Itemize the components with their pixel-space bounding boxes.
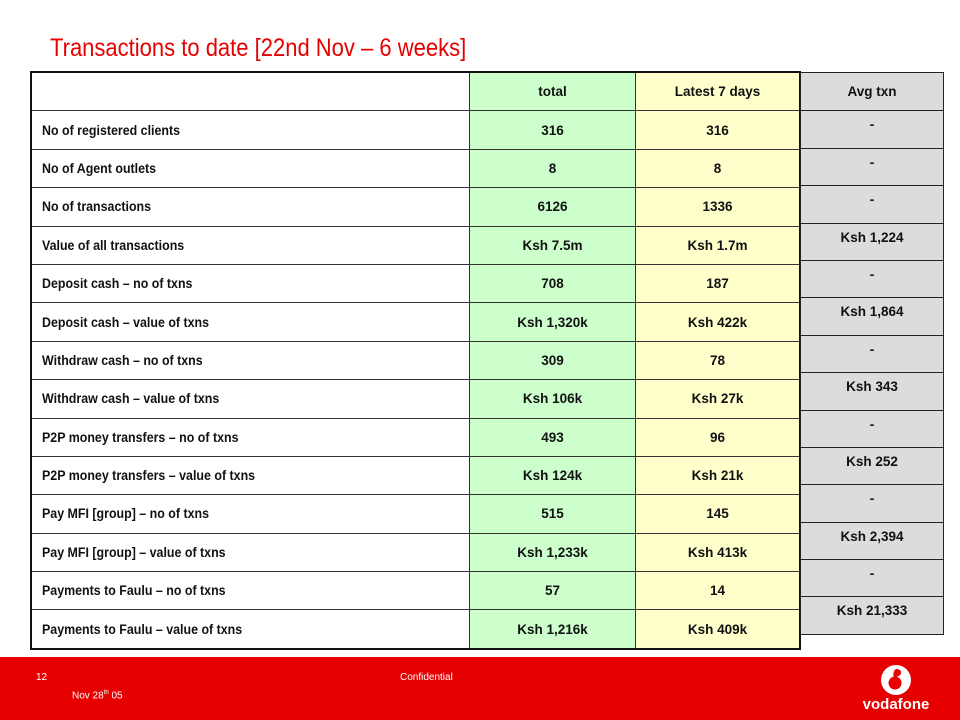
row-label-text: Payments to Faulu – value of txns — [42, 621, 243, 637]
avg-txn-value: Ksh 252 — [801, 447, 944, 484]
row-label-text: Value of all transactions — [42, 237, 185, 253]
avg-txn-value: Ksh 343 — [801, 373, 944, 410]
total-value: 708 — [470, 264, 636, 302]
latest-7-days-value: 14 — [636, 572, 801, 610]
date-suffix: 05 — [108, 690, 123, 702]
table-row — [31, 418, 800, 456]
table-row — [31, 456, 800, 494]
confidential-label: Confidential — [400, 672, 453, 683]
avg-row — [801, 186, 944, 223]
avg-txn-value: - — [801, 410, 944, 447]
avg-row — [801, 148, 944, 185]
latest-7-days-value: Ksh 413k — [636, 533, 801, 571]
avg-txn-value: Ksh 1,224 — [801, 223, 944, 260]
avg-txn-value: - — [801, 186, 944, 223]
row-label — [31, 456, 470, 494]
vodafone-logo — [841, 664, 951, 716]
header-label-cell — [31, 72, 470, 111]
avg-row — [801, 335, 944, 372]
row-label-text: Withdraw cash – value of txns — [42, 391, 220, 407]
avg-row — [801, 260, 944, 297]
avg-row — [801, 522, 944, 559]
latest-7-days-value: Ksh 27k — [636, 380, 801, 418]
avg-header-row — [801, 73, 944, 111]
total-value: 515 — [470, 495, 636, 533]
total-value: 309 — [470, 341, 636, 379]
row-label-text: Pay MFI [group] – no of txns — [42, 506, 209, 522]
table-row — [31, 572, 800, 610]
avg-txn-value: - — [801, 111, 944, 148]
header-total: total — [470, 72, 636, 111]
total-value: 493 — [470, 418, 636, 456]
date-prefix: Nov 28 — [72, 690, 104, 702]
latest-7-days-value: 78 — [636, 341, 801, 379]
row-label — [31, 418, 470, 456]
avg-row — [801, 298, 944, 335]
row-label — [31, 188, 470, 226]
header-avg-txn: Avg txn — [801, 73, 944, 111]
table-header-row — [31, 72, 800, 111]
table-row — [31, 111, 800, 149]
avg-txn-value: - — [801, 148, 944, 185]
row-label-text: Withdraw cash – no of txns — [42, 352, 203, 368]
avg-row — [801, 373, 944, 410]
avg-row — [801, 223, 944, 260]
avg-txn-value: - — [801, 260, 944, 297]
row-label — [31, 572, 470, 610]
latest-7-days-value: Ksh 409k — [636, 610, 801, 649]
row-label-text: P2P money transfers – no of txns — [42, 429, 239, 445]
latest-7-days-value: Ksh 422k — [636, 303, 801, 341]
total-value: 57 — [470, 572, 636, 610]
avg-txn-value: - — [801, 485, 944, 522]
row-label-text: No of registered clients — [42, 122, 181, 138]
table-row — [31, 188, 800, 226]
transactions-table — [30, 71, 801, 650]
avg-txn-table-body — [801, 111, 944, 634]
total-value: Ksh 106k — [470, 380, 636, 418]
table-row — [31, 149, 800, 187]
footer-date — [72, 690, 123, 701]
latest-7-days-value: 316 — [636, 111, 801, 149]
latest-7-days-value: 8 — [636, 149, 801, 187]
row-label — [31, 226, 470, 264]
table-row — [31, 226, 800, 264]
total-value: Ksh 1,320k — [470, 303, 636, 341]
total-value: Ksh 1,233k — [470, 533, 636, 571]
row-label-text: Deposit cash – value of txns — [42, 314, 210, 330]
row-label-text: No of transactions — [42, 199, 152, 215]
latest-7-days-value: Ksh 1.7m — [636, 226, 801, 264]
avg-row — [801, 111, 944, 148]
latest-7-days-value: 96 — [636, 418, 801, 456]
avg-txn-value: - — [801, 335, 944, 372]
row-label — [31, 111, 470, 149]
avg-row — [801, 560, 944, 597]
total-value: Ksh 7.5m — [470, 226, 636, 264]
page-number: 12 — [36, 672, 48, 683]
avg-txn-value: - — [801, 560, 944, 597]
row-label — [31, 380, 470, 418]
avg-row — [801, 447, 944, 484]
row-label-text: Pay MFI [group] – value of txns — [42, 544, 226, 560]
total-value: Ksh 124k — [470, 456, 636, 494]
vodafone-speechmark-icon — [841, 664, 951, 698]
row-label — [31, 149, 470, 187]
row-label-text: No of Agent outlets — [42, 160, 157, 176]
latest-7-days-value: 145 — [636, 495, 801, 533]
row-label — [31, 264, 470, 302]
footer-bar — [0, 657, 960, 720]
row-label — [31, 610, 470, 649]
table-row — [31, 303, 800, 341]
table-row — [31, 533, 800, 571]
row-label — [31, 495, 470, 533]
row-label — [31, 341, 470, 379]
latest-7-days-value: 187 — [636, 264, 801, 302]
avg-row — [801, 597, 944, 634]
row-label — [31, 533, 470, 571]
latest-7-days-value: Ksh 21k — [636, 456, 801, 494]
avg-txn-value: Ksh 21,333 — [801, 597, 944, 634]
table-row — [31, 380, 800, 418]
row-label-text: Payments to Faulu – no of txns — [42, 583, 226, 599]
row-label-text: Deposit cash – no of txns — [42, 276, 193, 292]
total-value: 6126 — [470, 188, 636, 226]
avg-txn-value: Ksh 1,864 — [801, 298, 944, 335]
header-latest-7-days: Latest 7 days — [636, 72, 801, 111]
table-row — [31, 264, 800, 302]
avg-row — [801, 485, 944, 522]
latest-7-days-value: 1336 — [636, 188, 801, 226]
row-label-text: P2P money transfers – value of txns — [42, 468, 256, 484]
total-value: 8 — [470, 149, 636, 187]
row-label — [31, 303, 470, 341]
transactions-table-body — [31, 111, 800, 649]
slide-title: Transactions to date [22nd Nov – 6 weeks] — [50, 34, 467, 62]
total-value: 316 — [470, 111, 636, 149]
avg-row — [801, 410, 944, 447]
table-row — [31, 495, 800, 533]
avg-txn-table — [800, 72, 944, 635]
table-row — [31, 610, 800, 649]
date-sup: th — [103, 690, 109, 696]
total-value: Ksh 1,216k — [470, 610, 636, 649]
avg-txn-value: Ksh 2,394 — [801, 522, 944, 559]
table-row — [31, 341, 800, 379]
brand-wordmark: vodafone — [862, 696, 930, 713]
